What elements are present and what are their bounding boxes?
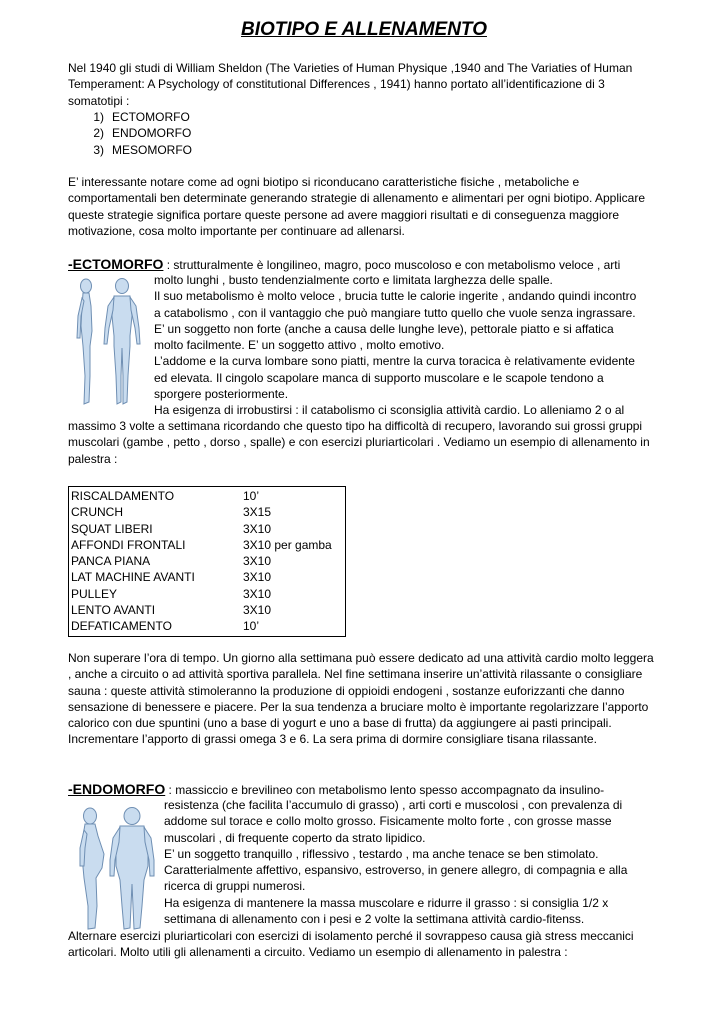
table-row: RISCALDAMENTO 10’ (71, 489, 260, 503)
table-row: PULLEY 3X10 (71, 586, 272, 601)
table-row: CRUNCH 3X15 (71, 505, 272, 520)
ectomorph-figure (70, 276, 146, 408)
endomorph-figure (72, 806, 160, 932)
endomorfo-continuation: Alternare esercizi pluriarticolari con esercizi di isolamento perché il sovrappeso causa già stress meccanici articolari. Molto utili gli allenamenti a circuito. Vediamo un esempio di allenamento in palestra : (68, 929, 634, 960)
ectomorfo-heading-line (68, 256, 660, 273)
list-item: 3) MESOMORFO (93, 142, 192, 157)
ectomorfo-lead: : strutturalmente è longilineo, magro, poco muscoloso e con metabolismo veloce , arti (163, 258, 621, 272)
ectomorfo-heading: -ECTOMORFO (68, 256, 164, 272)
list-item: 1) ECTOMORFO (93, 110, 190, 124)
ectomorfo-indented-text: molto lunghi , busto tendenzialmente corto e limitata larghezza delle spalle. Il suo metabolismo è molto veloce , brucia tutte le calorie ingerite , andando quindi incontro a catabolismo , con il vantaggio che può mangiare tutto quello che vuole senza ingrassare. E’ un soggetto non forte (anche a causa delle lunghe leve), pettorale piatto e si affatica molto facilmente. E’ un soggetto attivo , molto emotivo. L’addome e la curva lombare sono piatti, mentre la curva toracica è relativamente evidente ed elevata. Il cingolo scapolare manca di supporto muscolare e le scapole tendono a sporgere posteriormente. Ha esigenza di irrobustirsi : il catabolismo ci sconsiglia attività cardio. Lo alleniamo 2 o al (154, 273, 637, 418)
table-row: SQUAT LIBERI 3X10 (71, 521, 272, 536)
document-title: BIOTIPO E ALLENAMENTO (241, 19, 487, 40)
endomorfo-heading: -ENDOMORFO (68, 781, 166, 797)
table-row: AFFONDI FRONTALI 3X10 per gamba (71, 537, 332, 552)
ectomorfo-continuation: massimo 3 volte a settimana ricordando che questo tipo ha difficoltà di recupero, lavorando sui grossi gruppi muscolari (gambe , petto , dorso , spalle) e con esercizi pluriarticolari . Vediamo un esempio di allenamento in palestra : (68, 419, 650, 466)
table-row: DEFATICAMENTO 10’ (71, 619, 260, 634)
endomorfo-heading-line (68, 781, 660, 798)
endomorfo-indented-text: resistenza (che facilita l’accumulo di grasso) , arti corti e muscolosi , con prevalenza di addome sul torace e collo molto grosso. Fisicamente molto forte , con grosse masse muscolari , di frequente coperto da strato lipidico. E’ un soggetto tranquillo , riflessivo , testardo , ma anche tenace se ben stimolato. Caratterialmente affettivo, espansivo, estroverso, in genere allegro, di compagnia e alla ricerca di gruppi numerosi. Ha esigenza di mantenere la massa muscolare e ridurre il grasso : si consiglia 1/2 x settimana di allenamento con i pesi e 2 volte la settimana attività cardio-fitenss. (164, 798, 628, 927)
ectomorfo-advice-paragraph: Non superare l’ora di tempo. Un giorno alla settimana può essere dedicato ad una attività cardio molto leggera , anche a circuito o ad attività sportiva parallela. Nel fine settimana inserire un’attività rilassante o consigliare sauna : queste attività stimoleranno la produzione di oppioidi endogeni , sostanze euforizzanti che danno sensazione di benessere e piacere. Per la sua tendenza a bruciare molto è importante regolarizzare l’apporto calorico con due spuntini (uno a base di yogurt e uno a base di frutta) da aggiungere ai pasti principali. Incrementare l’apporto di grassi omega 3 e 6. La sera prima di dormire consigliare tisana rilassante. (68, 651, 654, 747)
intro-paragraph: Nel 1940 gli studi di William Sheldon (The Varieties of Human Physique ,1940 and The Variaties of Human Temperament: A Psychology of constitutional Differences , 1941) hanno portato all’identificazione di 3 somatotipi : (68, 61, 633, 108)
table-row: PANCA PIANA 3X10 (71, 554, 272, 569)
somatotype-list (68, 109, 192, 158)
biotype-paragraph: E’ interessante notare come ad ogni biotipo si riconducano caratteristiche fisiche , metaboliche e comportamentali ben determinate generando strategie di allenamento e alimentari per ogni biotipo. Applicare queste strategie significa portare queste persone ad avere maggiori risultati e di conseguenza maggiore motivazione, cosa molto importante per continuare ad allenarsi. (68, 175, 646, 238)
list-item: 2) ENDOMORFO (93, 126, 192, 141)
table-row: LAT MACHINE AVANTI 3X10 (71, 570, 272, 585)
endomorfo-lead: : massiccio e brevilineo con metabolismo lento spesso accompagnato da insulino- (165, 783, 605, 797)
table-row: LENTO AVANTI 3X10 (71, 603, 272, 618)
ectomorfo-workout-table (68, 486, 346, 637)
